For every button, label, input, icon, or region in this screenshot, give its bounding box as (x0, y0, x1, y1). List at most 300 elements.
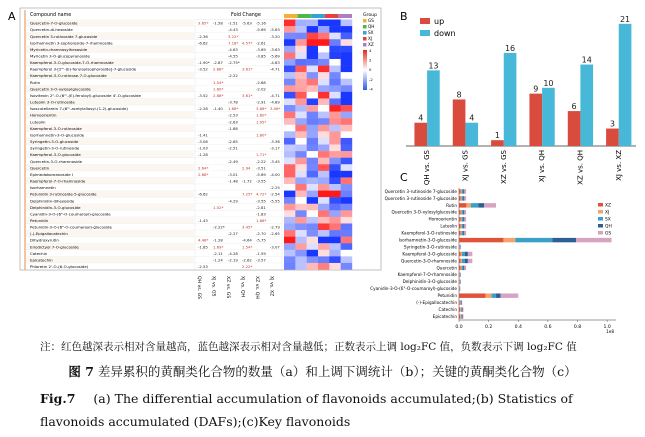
c-bar-XZ (459, 238, 503, 242)
c-bar-SX (461, 307, 462, 311)
group-strip (325, 14, 339, 18)
heat-cell (318, 92, 330, 99)
c-bar-QH (463, 189, 464, 193)
compound-name: Kaempferol-3-O-rutinoside (30, 125, 82, 131)
heat-cell (341, 237, 353, 244)
heat-cell (307, 197, 319, 204)
fold-change-value: 1.80* (256, 132, 267, 138)
heat-cell (295, 46, 307, 53)
fold-change-value: -1.51 (228, 20, 238, 26)
heat-cell (318, 263, 330, 270)
bar-value-label: 14 (581, 55, 592, 65)
c-x-tick-label: 0.6 (544, 325, 552, 330)
heat-cell (341, 52, 353, 59)
heat-cell (307, 98, 319, 105)
heatmap-column-label: QH vs. GS (196, 276, 201, 300)
heat-cell (318, 105, 330, 112)
fold-change-value: 2.88* (213, 92, 224, 98)
c-bar-GS (464, 196, 466, 200)
heat-cell (329, 39, 341, 46)
heat-cell (307, 138, 319, 145)
heat-cell (329, 79, 341, 86)
c-bar-QH (465, 252, 468, 256)
c-bar-SX (460, 300, 461, 304)
compound-name: Luteolin (30, 119, 46, 125)
c-bar-GS (500, 293, 518, 297)
heat-cell (329, 197, 341, 204)
heat-cell (318, 85, 330, 92)
heat-cell (295, 256, 307, 263)
heat-cell (329, 85, 341, 92)
c-bar-XZ (459, 231, 460, 235)
c-legend-label-XZ: XZ (605, 203, 612, 209)
c-legend-label-XJ: XJ (605, 210, 610, 216)
heat-cell (307, 52, 319, 59)
c-bar-QH (463, 266, 464, 270)
c-bar-QH (496, 293, 500, 297)
compound-name: Petunidin-3-O-(6"-O-coumaroyl)-glucoside (30, 224, 112, 230)
c-bar-XZ (459, 307, 460, 311)
heat-cell (295, 66, 307, 73)
heat-cell (295, 118, 307, 125)
heat-cell (295, 138, 307, 145)
fold-change-value: -2.53 (228, 112, 238, 118)
heat-cell (307, 59, 319, 66)
compound-name: Kaempferol-3-O-glucoside-7-O-rhamnoside (30, 60, 114, 66)
category-label: QH vs. GS (423, 150, 432, 186)
compound-name: Isoscutellarein 7-(6"'-acetylallosyl-(1-2)-glucoside) (30, 106, 128, 112)
heat-cell (341, 59, 353, 66)
fold-change-value: 7.18* (228, 40, 239, 46)
c-bar-XJ (466, 203, 470, 207)
compound-name: Dihydroxyrutin (30, 237, 59, 243)
category-label: XZ vs. GS (499, 150, 508, 184)
c-x-tick-label: 0.2 (484, 325, 493, 330)
fold-change-value: -3.45 (270, 158, 280, 164)
fold-header: Fold Change (231, 13, 261, 18)
heat-cell (341, 230, 353, 237)
heat-cell (295, 112, 307, 119)
c-bar-QH (465, 259, 468, 263)
fold-change-value: -3.17 (270, 145, 280, 151)
heat-cell (341, 250, 353, 257)
c-bar-SX (462, 217, 463, 221)
bar-down (465, 123, 478, 146)
heat-cell (318, 79, 330, 86)
fold-change-value: 3.06* (270, 106, 281, 112)
fold-change-value: -2.75* (228, 60, 240, 66)
heat-cell (318, 191, 330, 198)
heat-cell (329, 112, 341, 119)
fold-change-value: -4.55 (228, 53, 238, 59)
heat-cell (341, 197, 353, 204)
bar-up (414, 123, 427, 146)
heat-cell (284, 33, 296, 40)
heat-cell (284, 191, 296, 198)
c-legend-label-GS: GS (605, 231, 612, 237)
legend-title: Group (363, 13, 377, 18)
compound-name: Delphinidin-3-O-glucoside (30, 204, 81, 210)
heat-cell (341, 66, 353, 73)
c-bar-SX (461, 314, 462, 318)
fold-change-value: 4.72* (256, 191, 267, 197)
heat-cell (341, 151, 353, 158)
compound-name: Cyanidin-3-O-(6"-O-coumaroyl)-glucoside (30, 211, 111, 217)
heat-cell (318, 158, 330, 165)
fold-change-value: -1.88 (228, 125, 238, 131)
heat-cell (307, 256, 319, 263)
heat-cell (318, 217, 330, 224)
heat-cell (329, 98, 341, 105)
compound-name: Eriodictyol 7-O-glucoside (30, 244, 79, 250)
heat-cell (329, 243, 341, 250)
heatmap (284, 14, 352, 270)
fold-change-value: -4.29 (228, 198, 238, 204)
c-x-tick-label: 0.0 (455, 325, 463, 330)
heat-cell (318, 204, 330, 211)
compound-name: Phloretin 2'-O-(6-O-glucoside) (30, 264, 89, 270)
heat-cell (307, 79, 319, 86)
heat-cell (329, 191, 341, 198)
bar-up (453, 99, 466, 146)
fold-change-value: -3.63 (270, 46, 280, 52)
heat-cell (307, 164, 319, 171)
bar-value-label: 6 (571, 102, 577, 112)
heat-cell (284, 217, 296, 224)
heat-cell (307, 204, 319, 211)
c-category-label: (-)-Epigallocatechin (416, 300, 457, 306)
fold-change-value: -3.55 (256, 178, 266, 184)
c-bar-XZ (459, 196, 460, 200)
heat-cell (295, 125, 307, 132)
heat-cell (295, 171, 307, 178)
fold-change-value: -1.28 (213, 237, 223, 243)
heat-cell (341, 26, 353, 33)
c-legend-swatch-QH (598, 224, 603, 228)
c-legend-swatch-GS (598, 231, 603, 235)
legend-label: XJ (368, 36, 373, 41)
heat-cell (307, 118, 319, 125)
heat-cell (329, 26, 341, 33)
bar-value-label: 8 (456, 90, 462, 100)
fold-change-value: -3.52 (198, 92, 208, 98)
heat-cell (295, 250, 307, 257)
figure-note: 注：红色越深表示相对含量越高，蓝色越深表示相对含量越低；正数表示上调 log₂FC 值，负数表示下调 log₂FC 值 (40, 341, 577, 353)
c-bar-XJ (460, 196, 461, 200)
heat-cell (284, 112, 296, 119)
heat-cell (307, 210, 319, 217)
heat-cell (295, 20, 307, 27)
fold-change-value: -3.36 (270, 139, 280, 145)
heat-cell (307, 85, 319, 92)
colorbar-tick: -2 (369, 76, 373, 82)
c-bar-QH (461, 300, 462, 304)
fold-change-value: -3.07 (270, 244, 280, 250)
c-x-tick-label: 0.4 (514, 325, 522, 330)
c-bar-QH (462, 314, 463, 318)
heat-cell (307, 217, 319, 224)
heat-cell (318, 20, 330, 27)
heat-cell (284, 85, 296, 92)
heat-cell (295, 197, 307, 204)
legend-swatch (363, 25, 367, 29)
c-bar-GS (576, 238, 612, 242)
heat-cell (318, 118, 330, 125)
fold-change-value: -2.19 (228, 257, 238, 263)
heat-cell (341, 20, 353, 27)
heat-cell (284, 72, 296, 79)
fold-change-value: -5.63 (242, 20, 252, 26)
bar-value-label: 16 (504, 43, 516, 53)
compound-name: Kaempferol-3-O-rutinose-7-O-glucoside (30, 73, 107, 79)
heat-cell (318, 177, 330, 184)
heat-cell (284, 131, 296, 138)
c-bar-GS (464, 210, 466, 214)
heat-cell (284, 230, 296, 237)
c-category-label: Epicatechin (432, 313, 457, 319)
heat-cell (341, 131, 353, 138)
c-bar-XJ (460, 307, 461, 311)
heat-cell (284, 105, 296, 112)
group-strip (338, 14, 352, 18)
fold-change-value: -5.55 (270, 198, 280, 204)
fold-change-value: -1.58 (213, 20, 223, 26)
heat-cell (318, 250, 330, 257)
heat-cell (295, 59, 307, 66)
fold-change-value: -2.11 (213, 250, 223, 256)
bar-down (580, 65, 593, 146)
heat-cell (295, 52, 307, 59)
heat-cell (284, 46, 296, 53)
fold-change-value: -2.54 (270, 191, 280, 197)
legend-label-down: down (434, 29, 456, 38)
c-category-label: Quercetin (436, 265, 457, 271)
c-bar-SX (462, 196, 463, 200)
fold-change-value: -1.24 (213, 257, 223, 263)
c-bar-SX (462, 210, 463, 214)
fold-change-value: -4.28 (228, 250, 238, 256)
c-bar-GS (462, 300, 463, 304)
c-category-label: Luteolin (440, 223, 457, 229)
fold-change-value: -5.63 (270, 27, 280, 33)
fold-change-value: 2.68* (198, 171, 209, 177)
heat-cell (318, 72, 330, 79)
compound-name: Petunidin 3-rutinoside-5-glucoside (30, 191, 97, 197)
heat-cell (341, 118, 353, 125)
c-bar-XZ (459, 189, 460, 193)
heat-cell (341, 33, 353, 40)
fold-change-value: -2.70 (256, 231, 266, 237)
fold-change-value: -5.16 (256, 20, 266, 26)
heat-cell (284, 145, 296, 152)
c-bar-XZ (459, 203, 466, 207)
panel-c-label: C (400, 171, 408, 184)
caption-chinese (0, 362, 645, 380)
fold-change-value: -2.36 (198, 33, 208, 39)
heat-cell (295, 26, 307, 33)
heat-cell (341, 184, 353, 191)
heat-cell (295, 79, 307, 86)
heat-cell (295, 92, 307, 99)
colorbar-tick: 2 (369, 57, 372, 63)
heat-cell (307, 177, 319, 184)
compound-name: Isorhamnetin 3-sophoroside-7-rhamnoside (30, 40, 113, 46)
heat-cell (307, 243, 319, 250)
heat-cell (307, 131, 319, 138)
compound-name: Catechin (30, 250, 48, 256)
fold-change-value: -1.72 (242, 178, 252, 184)
heat-cell (318, 151, 330, 158)
fold-change-value: -1.83 (256, 211, 266, 217)
heat-cell (329, 72, 341, 79)
heat-cell (329, 204, 341, 211)
c-bar-GS (464, 266, 466, 270)
heat-cell (329, 52, 341, 59)
heat-cell (329, 105, 341, 112)
heat-cell (307, 151, 319, 158)
heat-cell (284, 197, 296, 204)
fold-change-value: -1.85 (198, 244, 208, 250)
heat-cell (307, 125, 319, 132)
fold-change-value: 3.45* (242, 224, 253, 230)
heat-cell (307, 145, 319, 152)
heat-cell (329, 33, 341, 40)
heat-cell (329, 131, 341, 138)
c-bar-QH (463, 196, 464, 200)
c-bar-GS (484, 203, 496, 207)
heat-cell (329, 230, 341, 237)
fold-change-value: -5.69 (256, 27, 266, 33)
fold-change-value: -1.43 (198, 218, 208, 223)
c-legend-swatch-XJ (598, 210, 603, 214)
compound-name: Luteolin 3-O-rutinoside (30, 99, 75, 105)
heat-cell (284, 98, 296, 105)
heat-cell (295, 263, 307, 270)
caption-english (40, 387, 640, 433)
heat-cell (341, 158, 353, 165)
heat-cell (341, 46, 353, 53)
heat-cell (329, 256, 341, 263)
c-bar-SX (515, 238, 552, 242)
heat-cell (295, 191, 307, 198)
fold-change-value: -2.63 (228, 119, 238, 125)
fold-change-value: -1.28 (198, 152, 208, 158)
legend-swatch (363, 43, 367, 47)
c-bar-SX (462, 224, 463, 228)
fold-change-value: -2.25 (270, 185, 280, 191)
heat-cell (329, 138, 341, 145)
heat-cell (318, 197, 330, 204)
fold-change-value: -5.75 (256, 237, 266, 243)
c-category-label: Delphinidin-3-O-glucoside (402, 279, 457, 285)
fold-change-value: -4.64 (242, 237, 252, 243)
legend-label-up: up (434, 17, 445, 26)
heat-cell (295, 164, 307, 171)
compound-header: Compound name (30, 13, 72, 18)
legend-swatch (363, 19, 367, 23)
colorbar-gradient (363, 50, 367, 90)
c-category-label: Quercetin 3-rutinoside 7-glucoside (384, 188, 457, 194)
heat-cell (307, 92, 319, 99)
category-label: XJ vs. GS (461, 150, 470, 182)
c-bar-QH (463, 224, 464, 228)
bar-up (568, 111, 581, 146)
heat-cell (341, 256, 353, 263)
heat-cell (329, 118, 341, 125)
c-bar-GS (464, 217, 466, 221)
heat-cell (329, 20, 341, 27)
compound-name: Syringetin-3-O-glucoside (30, 139, 79, 145)
c-bar-QH (552, 238, 576, 242)
compound-name: Myricetin-rhamnosylhexoside (30, 46, 88, 52)
compound-name: Homoorientin (30, 112, 57, 118)
heatmap-column-label: XJ vs. XZ (268, 276, 274, 297)
fold-change-value: 1.02* (213, 204, 224, 210)
c-bar-SX (462, 252, 465, 256)
heat-cell (284, 177, 296, 184)
c-bar-SX (462, 259, 465, 263)
c-bar-SX (492, 293, 496, 297)
heat-cell (329, 66, 341, 73)
c-bar-XJ (460, 252, 461, 256)
compound-name: Delphinidin-dihexoside (30, 198, 75, 204)
fold-change-value: -2.53 (198, 264, 208, 270)
c-scale-note: 1e8 (606, 329, 614, 334)
heat-cell (307, 158, 319, 165)
fold-change-value: -3.01 (228, 171, 238, 177)
fold-change-value: -3.20 (270, 33, 280, 39)
c-legend-label-QH: QH (605, 224, 612, 230)
heat-cell (329, 158, 341, 165)
heat-cell (284, 52, 296, 59)
heat-cell (341, 243, 353, 250)
heat-cell (318, 33, 330, 40)
fold-change-value: 2.88* (213, 66, 224, 72)
fold-change-value: 3.61* (242, 66, 253, 72)
fold-change-value: -1.40 (213, 106, 223, 112)
heat-cell (318, 223, 330, 230)
heat-cell (341, 217, 353, 224)
fold-change-value: -3.69 (256, 46, 266, 52)
heat-cell (318, 237, 330, 244)
heat-cell (295, 237, 307, 244)
compound-name: Syringetin-3-O-rutinoside (30, 145, 80, 151)
c-bar-XJ (486, 293, 492, 297)
compound-table (26, 20, 282, 270)
heat-cell (341, 204, 353, 211)
c-bar-XZ (459, 314, 460, 318)
heatmap-column-label: XJ vs. GS (210, 276, 216, 297)
fold-change-value: -4.63 (228, 46, 238, 52)
heat-cell (284, 66, 296, 73)
compound-name: Quercetin-7-O-glucoside (30, 20, 78, 26)
heat-cell (329, 217, 341, 224)
heat-cell (295, 105, 307, 112)
heat-cell (284, 237, 296, 244)
heat-cell (295, 210, 307, 217)
heat-cell (284, 171, 296, 178)
fold-change-value: -2.79 (270, 224, 280, 230)
heat-cell (341, 171, 353, 178)
heat-cell (341, 79, 353, 86)
heat-cell (318, 66, 330, 73)
heat-cell (307, 223, 319, 230)
fold-change-value: -2.68 (256, 79, 266, 85)
category-label: XJ vs. XZ (614, 150, 623, 181)
colorbar (363, 48, 373, 91)
compound-name: Quercetin 3-rutinoside 7-glucoside (30, 33, 98, 39)
heat-cell (318, 131, 330, 138)
